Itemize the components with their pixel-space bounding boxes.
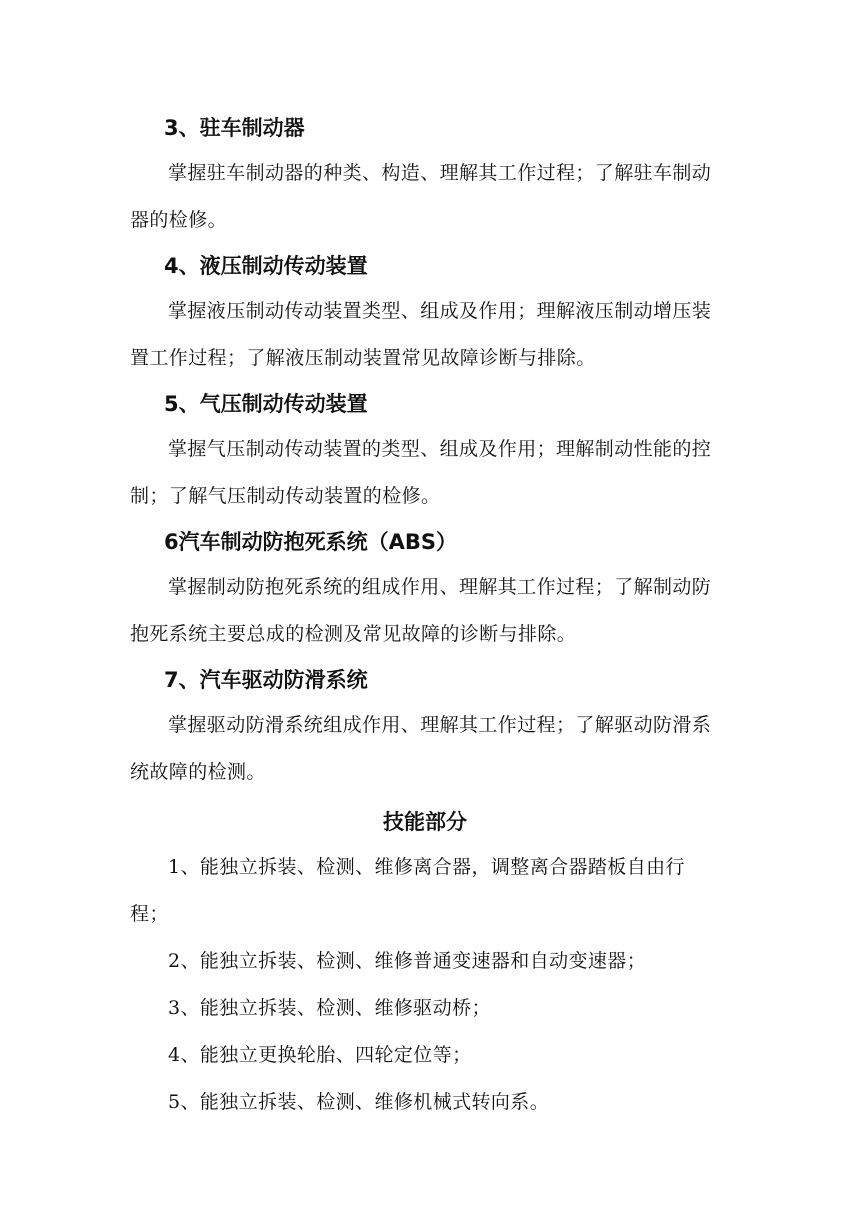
section-body: 掌握制动防抱死系统的组成作用、理解其工作过程；了解制动防抱死系统主要总成的检测及常见故障的诊断与排除。 xyxy=(130,576,712,645)
skill-item: 4、能独立更换轮胎、四轮定位等； xyxy=(168,1044,472,1066)
section-traction-control xyxy=(130,658,720,796)
section-heading: 4、液压制动传动装置 xyxy=(164,254,368,278)
section-heading: 6汽车制动防抱死系统（ABS） xyxy=(164,530,457,554)
skill-item: 5、能独立拆装、检测、维修机械式转向系。 xyxy=(168,1091,550,1113)
section-parking-brake xyxy=(130,106,720,244)
section-hydraulic-brake xyxy=(130,244,720,382)
skills-list xyxy=(130,844,720,1126)
section-body: 掌握驻车制动器的种类、构造、理解其工作过程；了解驻车制动器的检修。 xyxy=(130,162,712,231)
section-body: 掌握液压制动传动装置类型、组成及作用；理解液压制动增压装置工作过程；了解液压制动装置常见故障诊断与排除。 xyxy=(130,300,712,369)
skills-title: 技能部分 xyxy=(383,810,467,834)
document-content xyxy=(130,106,720,1126)
section-body: 掌握驱动防滑系统组成作用、理解其工作过程；了解驱动防滑系统故障的检测。 xyxy=(130,714,712,783)
section-abs xyxy=(130,520,720,658)
section-body: 掌握气压制动传动装置的类型、组成及作用；理解制动性能的控制；了解气压制动传动装置的检修。 xyxy=(130,438,712,507)
section-pneumatic-brake xyxy=(130,382,720,520)
skill-item: 1、能独立拆装、检测、维修离合器，调整离合器踏板自由行程； xyxy=(130,856,685,925)
skill-item: 2、能独立拆装、检测、维修普通变速器和自动变速器； xyxy=(168,950,647,972)
section-heading: 7、汽车驱动防滑系统 xyxy=(164,668,368,692)
section-heading: 5、气压制动传动装置 xyxy=(164,392,368,416)
section-heading: 3、驻车制动器 xyxy=(164,116,305,140)
skill-item: 3、能独立拆装、检测、维修驱动桥； xyxy=(168,997,491,1019)
